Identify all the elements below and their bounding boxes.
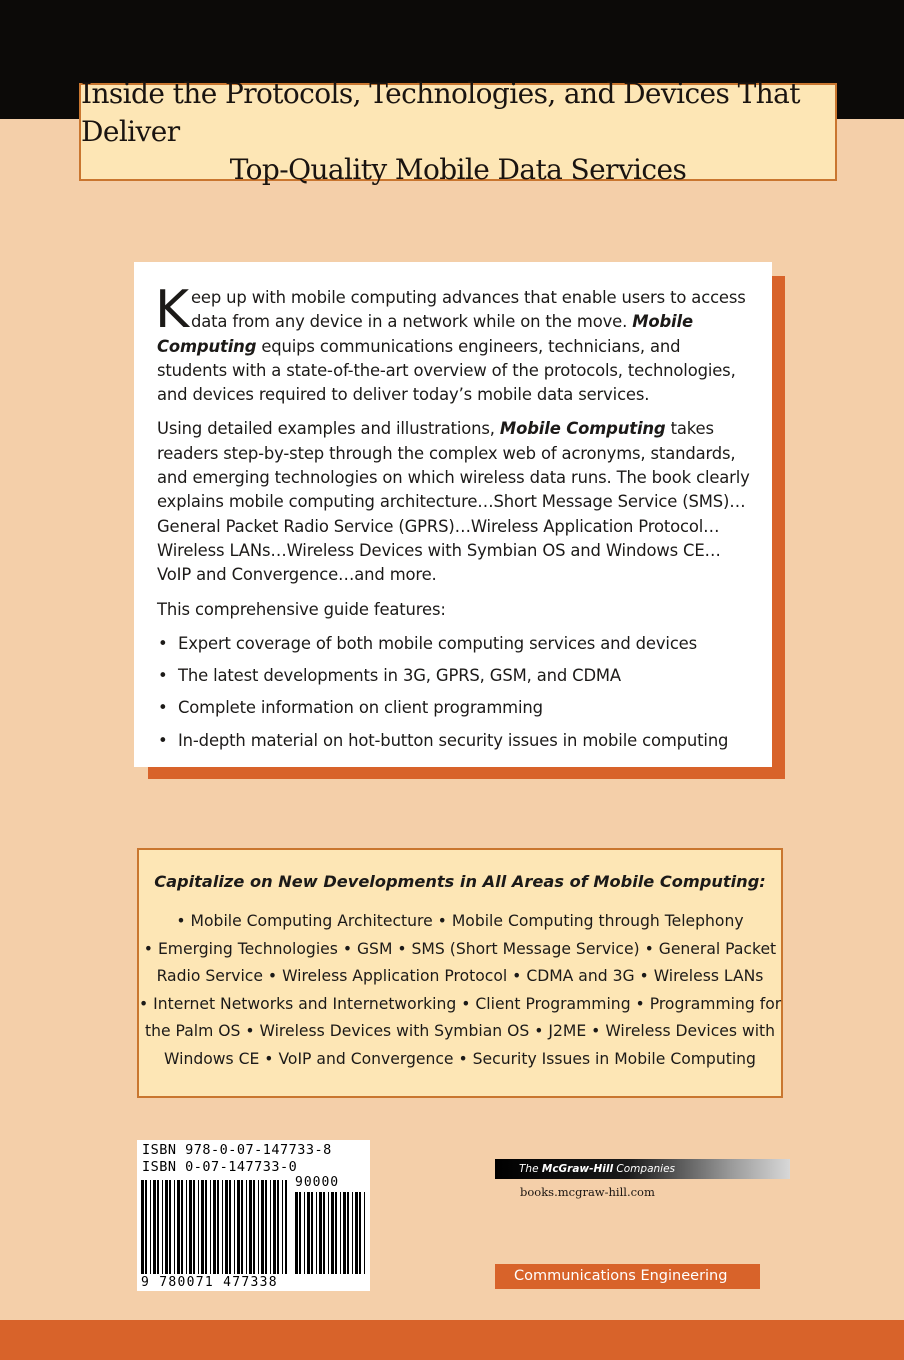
barcode-bar [165, 1180, 168, 1274]
barcode-bar [285, 1180, 287, 1274]
barcode-bar [319, 1192, 322, 1274]
barcode-bar [355, 1192, 358, 1274]
publisher-name: McGraw-Hill [541, 1163, 614, 1175]
developments-line: • Emerging Technologies • GSM • SMS (Short Message Service) • General Packet [143, 939, 777, 958]
barcode-bar [249, 1180, 252, 1274]
bottom-orange-band [0, 1320, 904, 1360]
barcode-bar [364, 1192, 365, 1274]
bullet-icon: • [158, 698, 168, 718]
barcode-bar [145, 1180, 147, 1274]
book-title-emphasis: Mobile Computing [499, 419, 666, 439]
barcode-bar [273, 1180, 276, 1274]
barcode-bar [258, 1180, 259, 1274]
barcode-bar [198, 1180, 199, 1274]
barcode-bar [150, 1180, 151, 1274]
isbn-10: ISBN 0-07-147733-0 [142, 1159, 298, 1175]
barcode-bar [307, 1192, 310, 1274]
developments-line: the Palm OS • Wireless Devices with Symbian OS • J2ME • Wireless Devices with [144, 1022, 776, 1041]
developments-line: • Mobile Computing Architecture • Mobile Computing through Telephony [176, 912, 744, 930]
barcode-graphic [137, 1140, 370, 1291]
bullet-icon: • [158, 730, 168, 750]
developments-line: Radio Service • Wireless Application Protocol • CDMA and 3G • Wireless LANs [156, 967, 764, 986]
publisher-url: books.mcgraw-hill.com [520, 1185, 655, 1199]
barcode-bar [343, 1192, 346, 1274]
barcode-bar [340, 1192, 341, 1274]
barcode-bar [277, 1180, 279, 1274]
barcode-bar [311, 1192, 313, 1274]
barcode-bar [177, 1180, 180, 1274]
price-addon-bars [295, 1192, 365, 1274]
headline-box [79, 77, 837, 186]
barcode-bar [352, 1192, 353, 1274]
barcode-bar [359, 1192, 361, 1274]
barcode-bar [234, 1180, 235, 1274]
barcode-bar [253, 1180, 255, 1274]
barcode-bar [153, 1180, 156, 1274]
bullet-icon: • [158, 633, 168, 653]
developments-title: Capitalize on New Developments in All Areas of Mobile Computing: [154, 872, 766, 891]
barcode-bar [157, 1180, 159, 1274]
feature-list [157, 632, 750, 753]
feature-item: • The latest developments in 3G, GPRS, GSM, and CDMA [157, 664, 750, 688]
barcode-bar [181, 1180, 183, 1274]
barcode-bar [225, 1180, 228, 1274]
barcode-bar [241, 1180, 243, 1274]
barcode-bar [193, 1180, 195, 1274]
publisher-logo-bar: The McGraw-Hill Companies [495, 1159, 790, 1179]
barcode-bar [282, 1180, 283, 1274]
barcode-bar [270, 1180, 271, 1274]
barcode-bar [162, 1180, 163, 1274]
barcode-bar [265, 1180, 267, 1274]
barcode-bar [141, 1180, 144, 1274]
developments-line: • Internet Networks and Internetworking • Client Programming • Programming for [139, 994, 782, 1013]
description-card [134, 262, 772, 767]
isbn-13: ISBN 978-0-07-147733-8 [142, 1142, 332, 1158]
barcode-bar [261, 1180, 264, 1274]
barcode-bar [335, 1192, 337, 1274]
barcode-bar [222, 1180, 223, 1274]
barcode-bar [304, 1192, 305, 1274]
barcode-block [137, 1140, 370, 1291]
barcode-bar [201, 1180, 204, 1274]
barcode-bar [316, 1192, 317, 1274]
drop-cap: K [155, 280, 189, 340]
ean-digits: 9 780071 477338 [141, 1275, 278, 1290]
barcode-bar [299, 1192, 301, 1274]
barcode-bar [174, 1180, 175, 1274]
intro-paragraph-1: Keep up with mobile computing advances that enable users to access data from any device in a network while on the move. Mobile Computing equips communications engineers, technicians, and students with a state-of-the-art overview of the protocols, technologies, and devices required to deliver today’s mobile data services. [155, 280, 746, 405]
barcode-bar [237, 1180, 240, 1274]
barcode-bar [186, 1180, 187, 1274]
barcode-bar [213, 1180, 216, 1274]
category-label: Communications Engineering [495, 1264, 760, 1289]
developments-line: Windows CE • VoIP and Convergence • Security Issues in Mobile Computing [164, 1049, 756, 1068]
barcode-bar [217, 1180, 219, 1274]
barcode-bar [169, 1180, 171, 1274]
feature-item: • In-depth material on hot-button security issues in mobile computing [157, 729, 750, 753]
price-code: 90000 [295, 1175, 340, 1190]
barcode-bar [328, 1192, 329, 1274]
headline-line-1: Inside the Protocols, Technologies, and Devices That Deliver [81, 77, 800, 148]
developments-box [137, 848, 783, 1098]
barcode-bar [229, 1180, 231, 1274]
ean-barcode-bars [141, 1180, 287, 1274]
intro-paragraph-3: This comprehensive guide features: [157, 599, 446, 619]
book-title-emphasis: Mobile Computing [157, 312, 693, 356]
bullet-icon: • [158, 666, 168, 686]
barcode-bar [210, 1180, 211, 1274]
barcode-bar [347, 1192, 349, 1274]
feature-item: • Complete information on client programming [157, 696, 750, 720]
barcode-bar [295, 1192, 298, 1274]
headline-line-2: Top-Quality Mobile Data Services [229, 153, 687, 186]
barcode-bar [331, 1192, 334, 1274]
barcode-bar [189, 1180, 192, 1274]
barcode-bar [323, 1192, 325, 1274]
barcode-bar [246, 1180, 247, 1274]
feature-item: • Expert coverage of both mobile computing services and devices [157, 632, 750, 656]
barcode-bar [205, 1180, 207, 1274]
intro-paragraph-2: Using detailed examples and illustrations, Mobile Computing takes readers step-by-step through the complex web of acronyms, standards, and emerging technologies on which wireless data runs. The book clearly explains mobile computing architecture…Short Message Service (SMS)…General Packet Radio Service (GPRS)…Wireless Application Protocol…Wireless LANs…Wireless Devices with Symbian OS and Windows CE…VoIP and Convergence…and more. [157, 419, 750, 585]
